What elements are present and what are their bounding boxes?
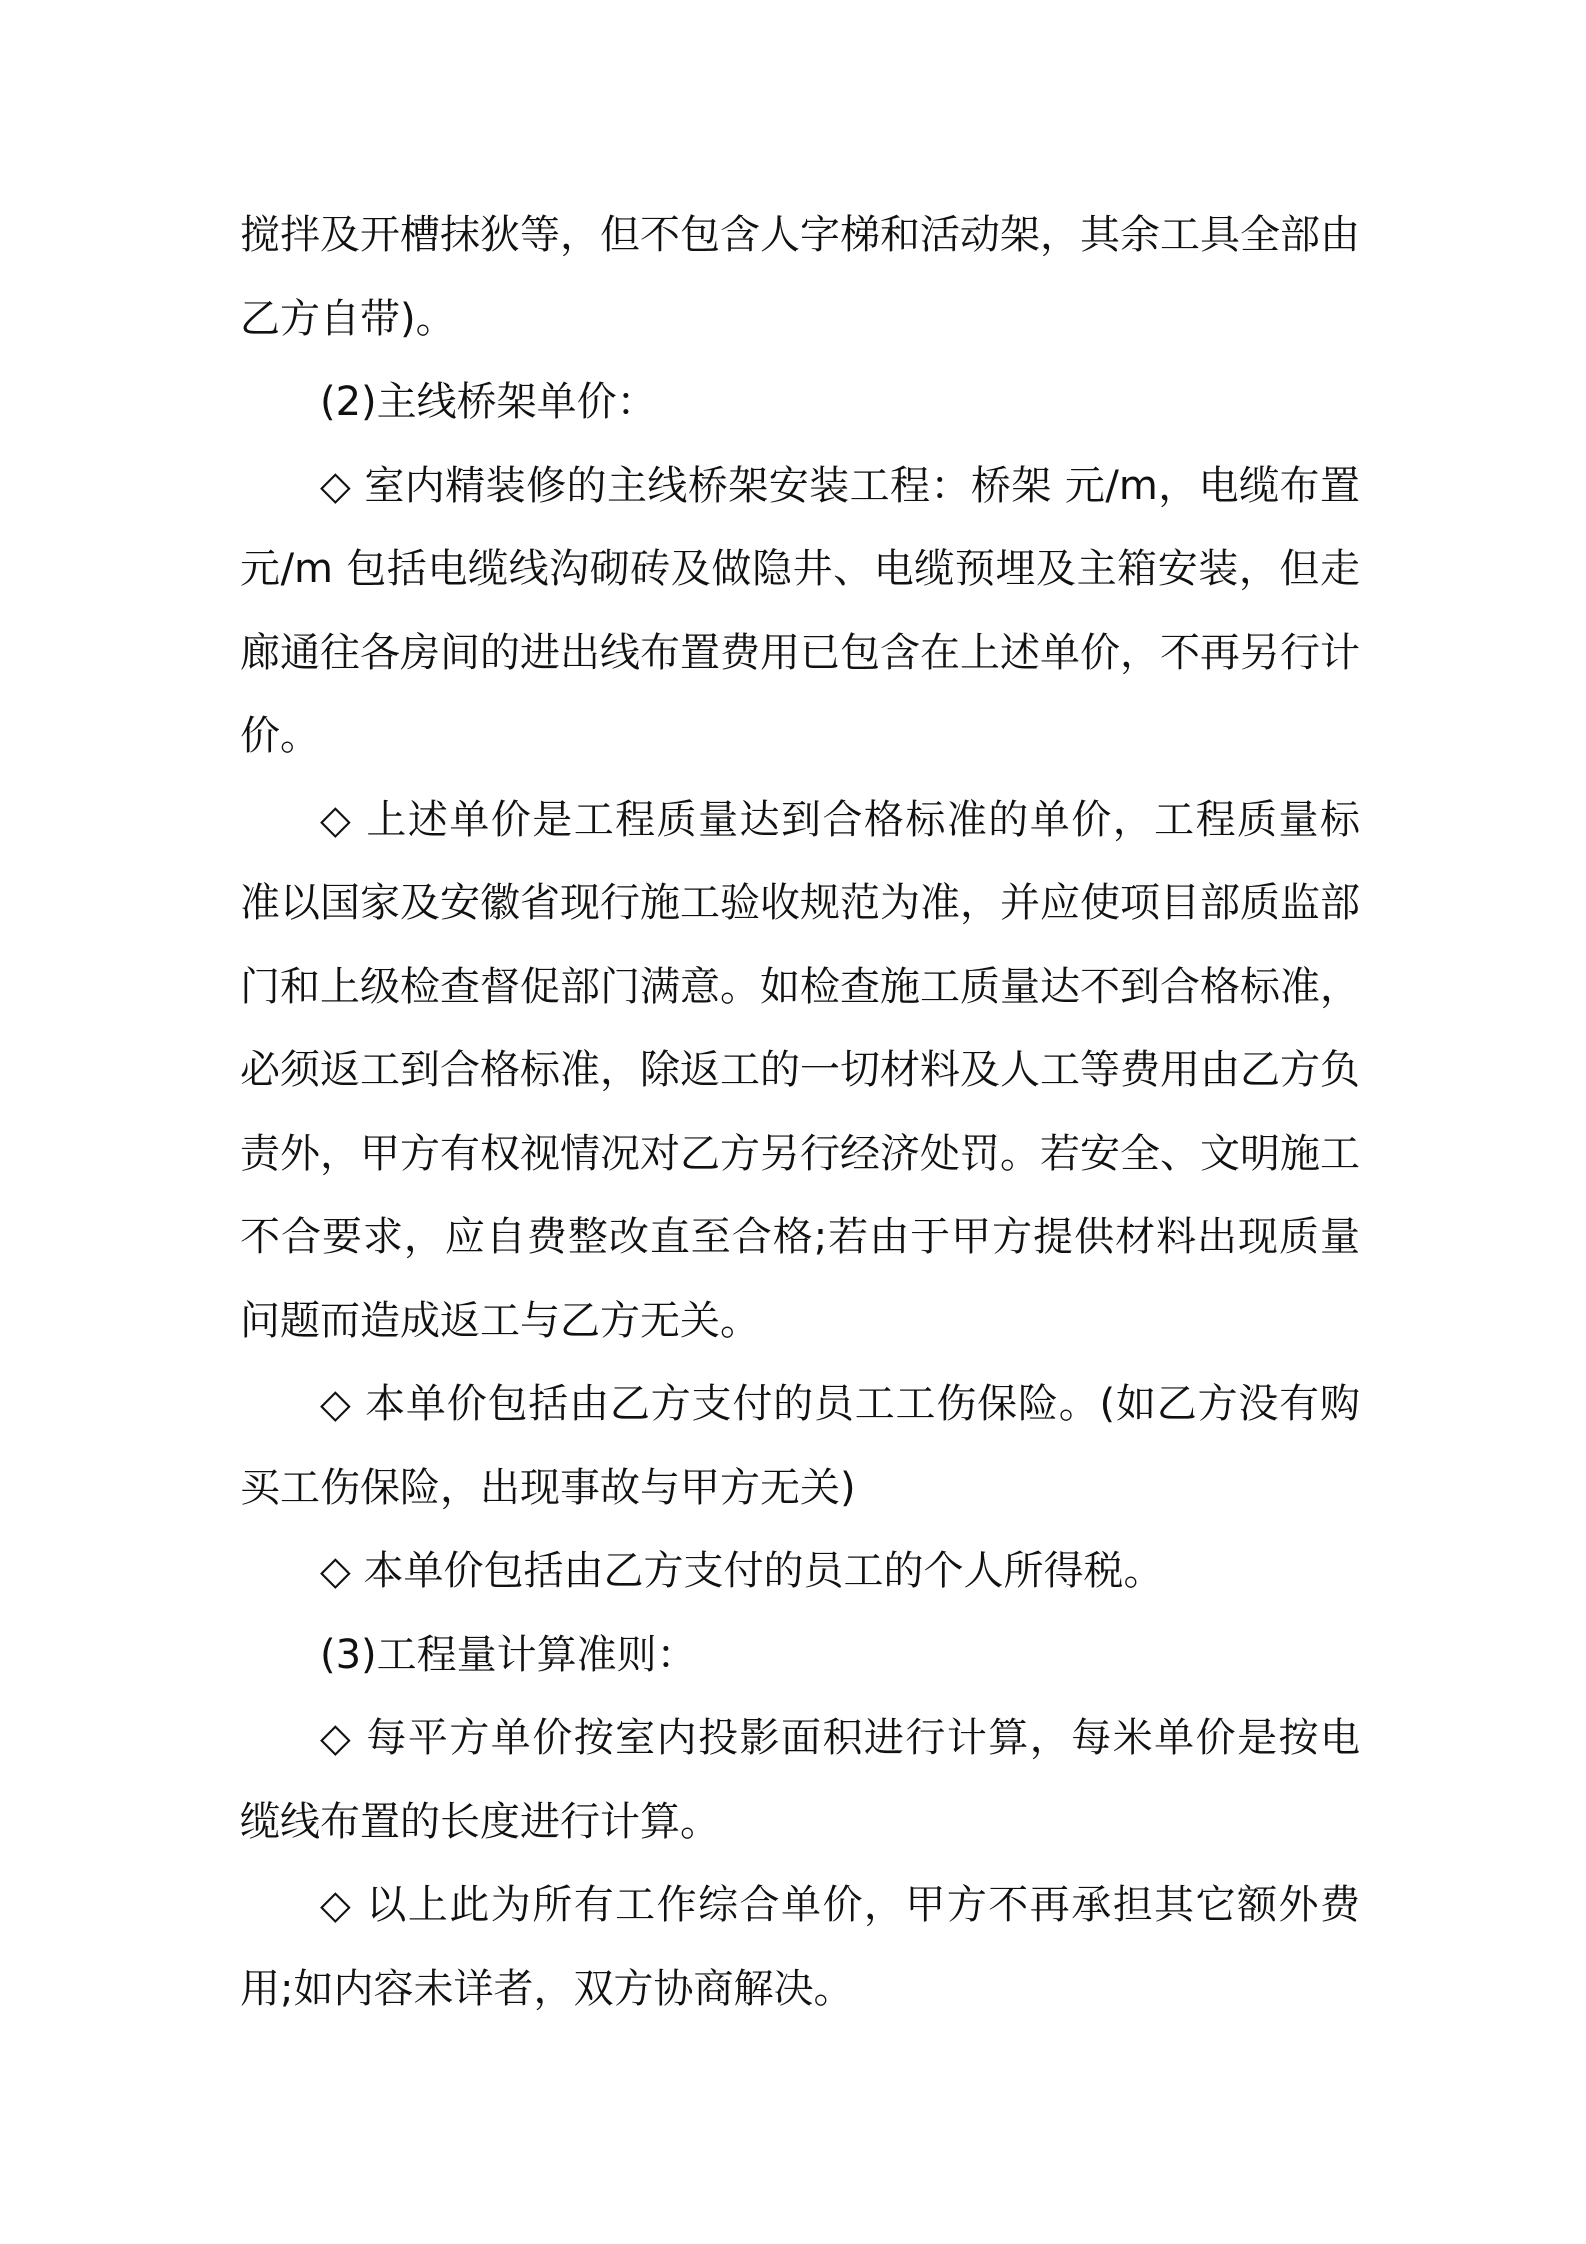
paragraph-comprehensive-price: ◇ 以上此为所有工作综合单价，甲方不再承担其它额外费用;如内容未详者，双方协商解决。 [240, 1882, 1360, 2012]
heading-main-tray-price: (2)主线桥架单价： [320, 379, 657, 425]
document-page [240, 194, 1360, 2031]
paragraph-tools: 搅拌及开槽抹狄等，但不包含人字梯和活动架，其余工具全部由乙方自带)。 [240, 212, 1360, 342]
heading-quantity-rules: (3)工程量计算准则： [320, 1631, 697, 1678]
paragraph-quality-standard: ◇ 上述单价是工程质量达到合格标准的单价，工程质量标准以国家及安徽省现行施工验收规范为准，并应使项目部质监部门和上级检查督促部门满意。如检查施工质量达不到合格标准，必须返工到合格标准，除返工的一切材料及人工等费用由乙方负责外，甲方有权视情况对乙方另行经济处罚。若安全、文明施工不合要求，应自费整改直至合格;若由于甲方提供材料出现质量问题而造成返工与乙方无关。 [240, 796, 1360, 1344]
paragraph-income-tax: ◇ 本单价包括由乙方支付的员工的个人所得税。 [320, 1548, 1164, 1594]
paragraph-injury-insurance: ◇ 本单价包括由乙方支付的员工工伤保险。(如乙方没有购买工伤保险，出现事故与甲方无关) [240, 1381, 1360, 1511]
paragraph-tray-installation: ◇ 室内精装修的主线桥架安装工程：桥架 元/m，电缆布置 元/m 包括电缆线沟砌砖及做隐井、电缆预埋及主箱安装，但走廊通往各房间的进出线布置费用已包含在上述单价，不再另行计价。 [240, 462, 1360, 759]
paragraph-area-calculation: ◇ 每平方单价按室内投影面积进行计算，每米单价是按电缆线布置的长度进行计算。 [240, 1715, 1360, 1845]
